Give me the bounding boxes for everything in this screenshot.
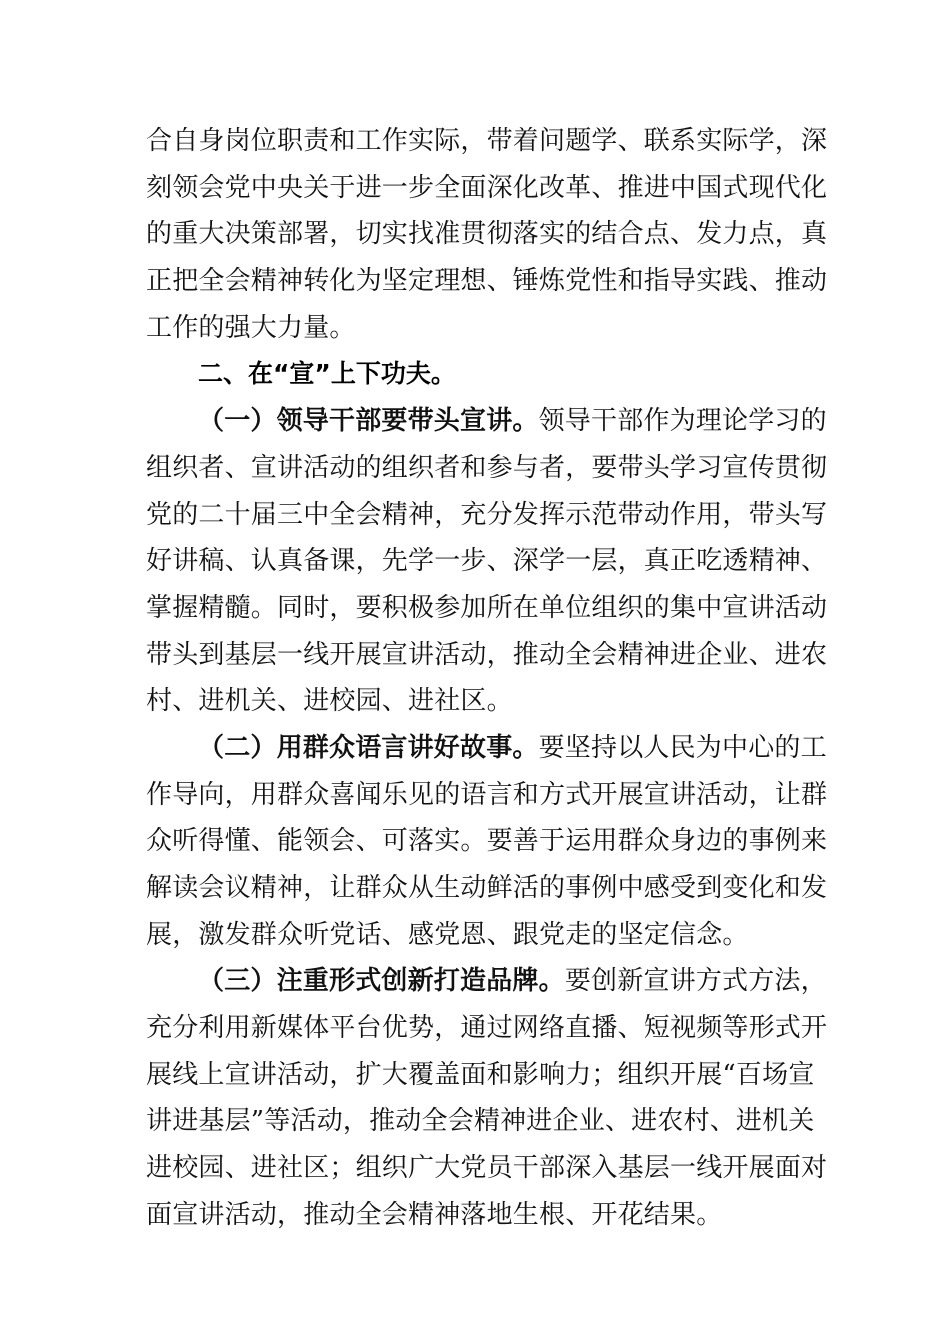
document-body [146,118,828,1239]
paragraph-line: 刻领会党中央关于进一步全面深化改革、推进中国式现代化 [146,172,828,203]
paragraph-line: 展，激发群众听党话、感党恩、跟党走的坚定信念。 [146,919,749,950]
paragraph-line: 工作的强大力量。 [146,312,356,343]
paragraph-line: 进校园、进社区；组织广大党员干部深入基层一线开展面对 [146,1153,828,1184]
paragraph-line: 讲进基层”等活动，推动全会精神进企业、进农村、进机关 [146,1106,815,1137]
paragraph-line: 解读会议精神，让群众从生动鲜活的事例中感受到变化和发 [146,873,828,903]
subsection-1-first-text: 领导干部作为理论学习的 [538,406,827,437]
paragraph-line: 党的二十届三中全会精神，充分发挥示范带动作用，带头写 [146,499,828,530]
subsection-2-first-text: 要坚持以人民为中心的工 [538,732,827,763]
paragraph-line: 掌握精髓。同时，要积极参加所在单位组织的集中宣讲活动 [146,592,828,623]
paragraph-line: 作导向，用群众喜闻乐见的语言和方式开展宣讲活动，让群 [146,779,828,810]
paragraph-line: 带头到基层一线开展宣讲活动，推动全会精神进企业、进农 [146,639,828,670]
paragraph-line: 众听得懂、能领会、可落实。要善于运用群众身边的事例来 [146,826,828,857]
section-heading: 二、在“宣”上下功夫。 [198,359,456,389]
paragraph-line: 的重大决策部署，切实找准贯彻落实的结合点、发力点，真 [146,219,828,250]
subsection-2-title: （二）用群众语言讲好故事。 [198,732,539,763]
subsection-1-title: （一）领导干部要带头宣讲。 [198,406,539,437]
paragraph-line: 好讲稿、认真备课，先学一步、深学一层，真正吃透精神、 [146,546,828,577]
paragraph-line: 正把全会精神转化为坚定理想、锤炼党性和指导实践、推动 [146,266,828,297]
paragraph-line: 面宣讲活动，推动全会精神落地生根、开花结果。 [146,1199,723,1230]
paragraph-line: 村、进机关、进校园、进社区。 [146,686,513,717]
subsection-2-first-line [146,725,827,772]
subsection-3-first-text: 要创新宣讲方式方法， [564,966,827,997]
paragraph-line: 展线上宣讲活动，扩大覆盖面和影响力；组织开展“百场宣 [146,1059,815,1090]
paragraph-line: 充分利用新媒体平台优势，通过网络直播、短视频等形式开 [146,1013,828,1044]
subsection-3-first-line [146,958,827,1005]
subsection-1-first-line [146,398,827,445]
paragraph-line: 组织者、宣讲活动的组织者和参与者，要带头学习宣传贯彻 [146,452,828,483]
paragraph-line: 合自身岗位职责和工作实际，带着问题学、联系实际学，深 [146,126,828,156]
subsection-3-title: （三）注重形式创新打造品牌。 [198,966,565,997]
